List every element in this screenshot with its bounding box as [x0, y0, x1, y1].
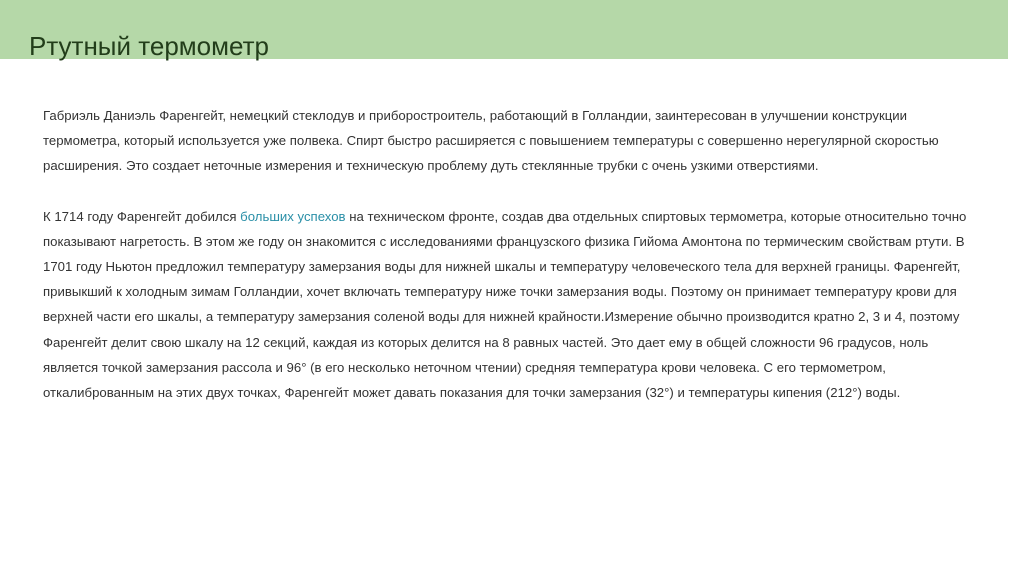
slide-body — [43, 103, 983, 405]
paragraph-2 — [43, 204, 983, 406]
slide-title: Ртутный термометр — [29, 31, 269, 61]
paragraph-2-before-link: К 1714 году Фаренгейт добился — [43, 208, 241, 224]
great-success-link[interactable]: больших успехов — [240, 208, 346, 224]
paragraph-2-after-link: на техническом фронте, создав два отдельных спиртовых термометра, которые относительно точно показывают нагретость. В этом же году он знакомится с исследованиями французского физика Гийома Амонтона по термическим свойствам ртути. В 1701 году Ньютон предложил температуру замерзания воды для нижней шкалы и температуру человеческого тела для верхней границы. Фаренгейт, привыкший к холодным зимам Голландии, хочет включать температуру ниже точки замерзания воды. Поэтому он принимает температуру крови для верхней части его шкалы, а температуру замерзания соленой воды для нижней крайности.Измерение обычно производится кратно 2, 3 и 4, поэтому Фаренгейт делит свою шкалу на 12 секций, каждая из которых делится на 8 равных частей. Это дает ему в общей сложности 96 градусов, ноль является точкой замерзания рассола и 96° (в его несколько неточном чтении) средняя температура крови человека. С его термометром, откалиброванным на этих двух точках, Фаренгейт может давать показания для точки замерзания (32°) и температуры кипения (212°) воды. — [43, 208, 967, 401]
paragraph-1: Габриэль Даниэль Фаренгейт, немецкий стеклодув и приборостроитель, работающий в Голландии, заинтересован в улучшении конструкции термометра, который используется уже полвека. Спирт быстро расширяется с повышением температуры с совершенно нерегулярной скоростью расширения. Это создает неточные измерения и техническую проблему дуть стеклянные трубки с очень узкими отверстиями. — [43, 108, 939, 174]
